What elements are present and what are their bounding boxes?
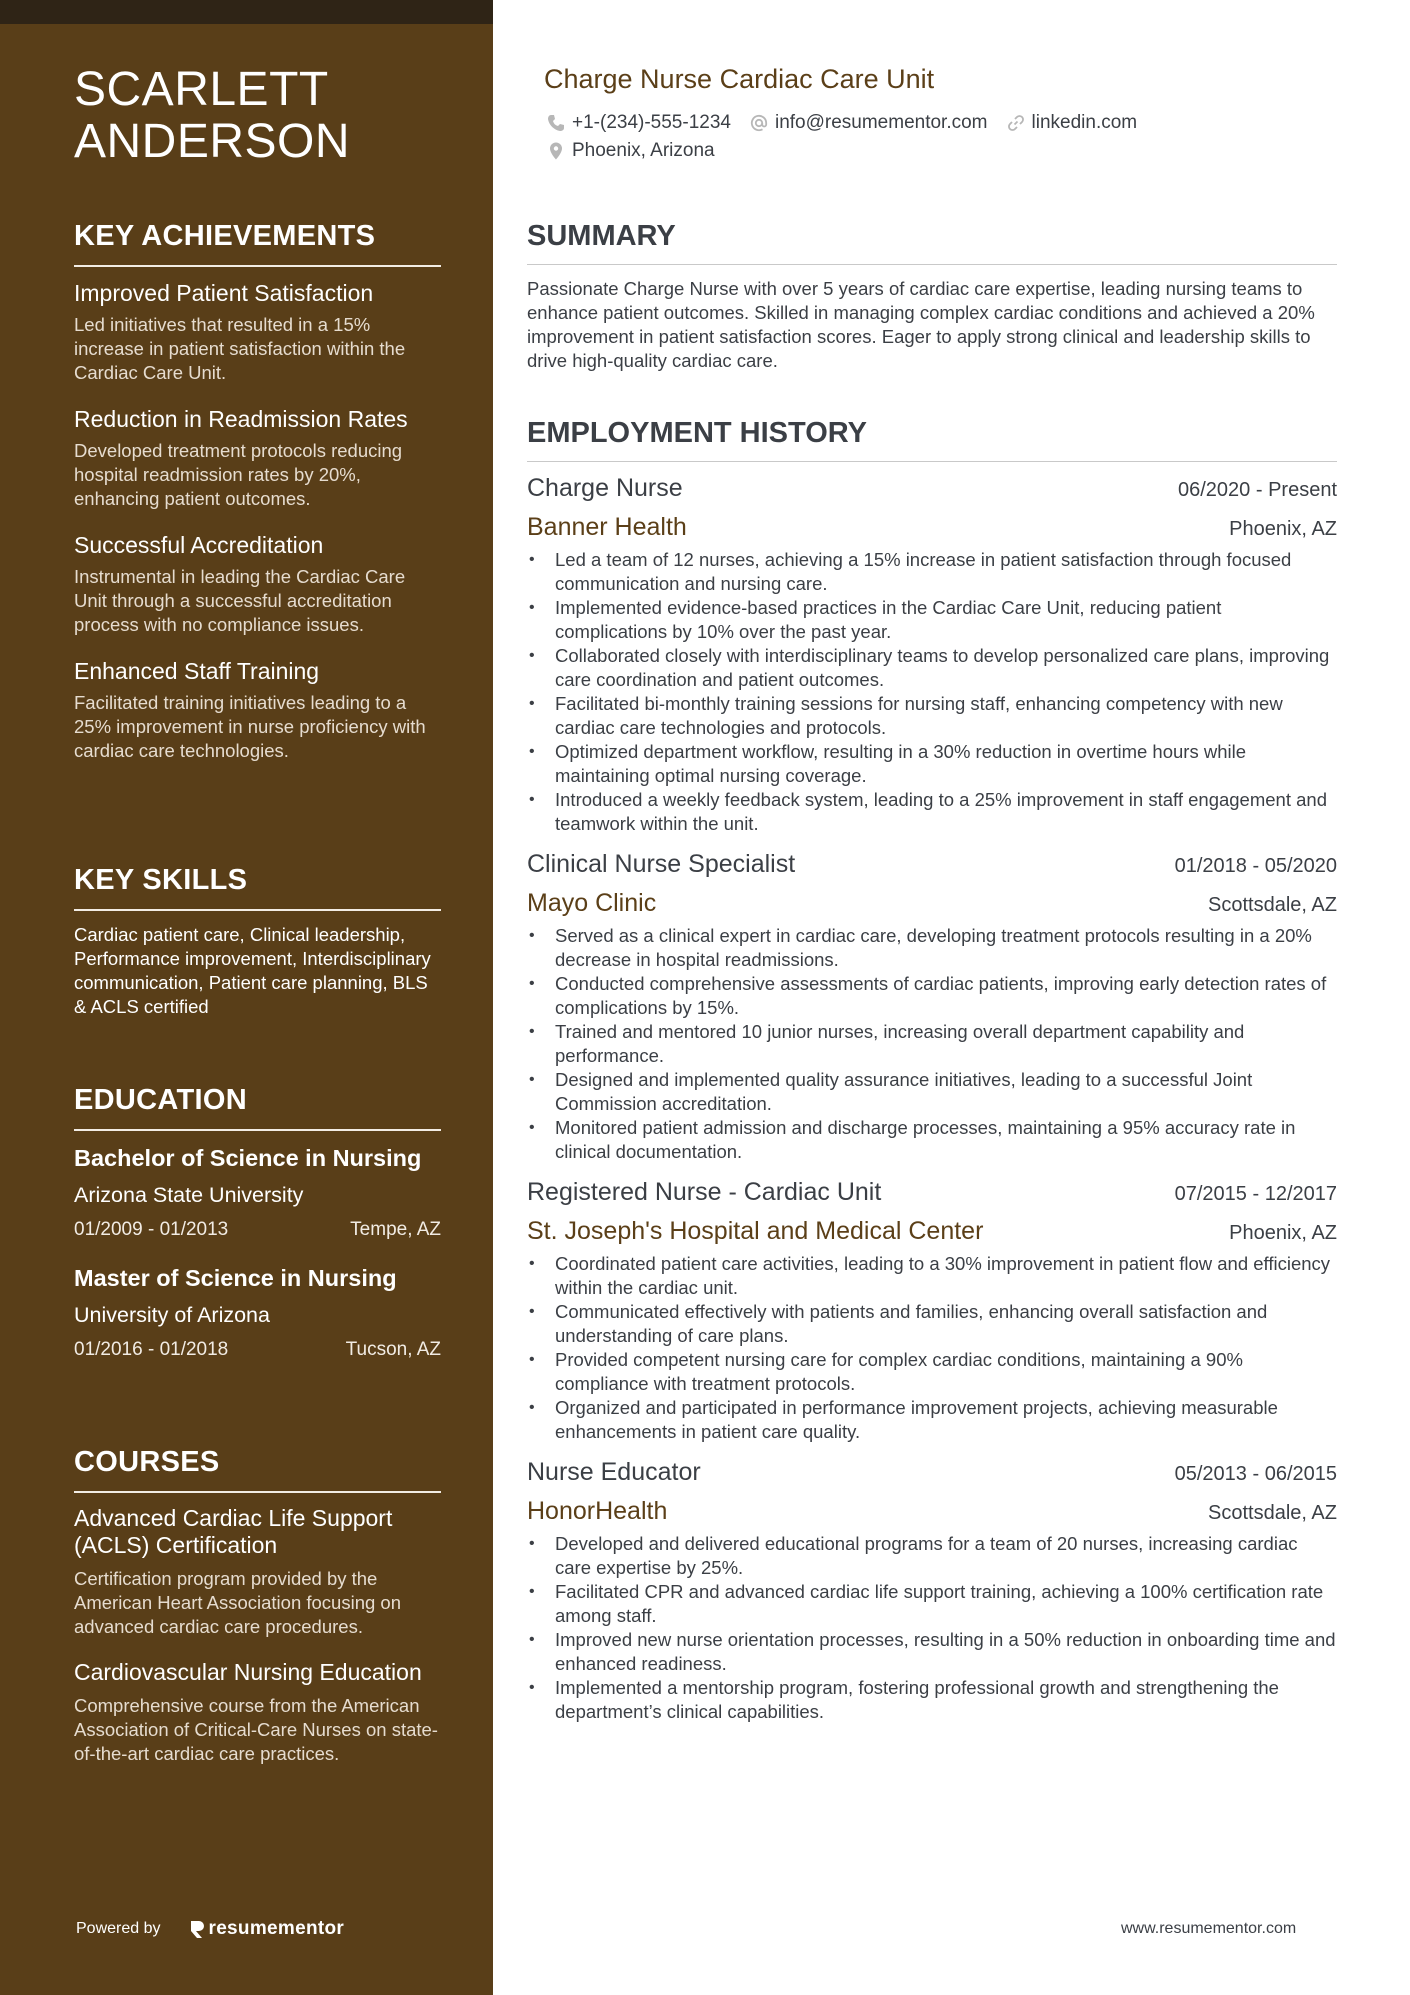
contact-phone[interactable] xyxy=(546,112,731,134)
name-last: ANDERSON xyxy=(74,115,351,168)
education-item xyxy=(74,1263,441,1363)
email-text: info@resumementor.com xyxy=(774,112,988,133)
education-meta xyxy=(74,1217,441,1243)
job-bullets xyxy=(527,1252,1337,1444)
education-location: Tempe, AZ xyxy=(350,1219,441,1240)
phone-text: +1-(234)-555-1234 xyxy=(572,112,731,133)
education-degree: Bachelor of Science in Nursing xyxy=(74,1145,422,1171)
job-bullet: • Facilitated bi-monthly training sessions for nursing staff, enhancing competency with new cardiac care technologies and protocols. xyxy=(527,692,1337,740)
contact-location xyxy=(546,140,715,162)
at-sign-icon xyxy=(749,113,769,133)
job-company: Mayo Clinic xyxy=(527,889,657,917)
job-company: St. Joseph's Hospital and Medical Center xyxy=(527,1217,984,1245)
achievement-desc: Instrumental in leading the Cardiac Care Unit through a successful accreditation process with no compliance issues. xyxy=(74,566,406,635)
job-bullet: • Collaborated closely with interdisciplinary teams to develop personalized care plans, improving care coordination and patient outcomes. xyxy=(527,644,1337,692)
phone-icon xyxy=(546,113,566,133)
achievement-item xyxy=(74,531,441,637)
achievement-desc: Developed treatment protocols reducing hospital readmission rates by 20%, enhancing patient outcomes. xyxy=(74,440,403,509)
courses-heading: COURSES xyxy=(74,1446,441,1493)
education-dates: 01/2009 - 01/2013 xyxy=(74,1219,229,1240)
job-title: Registered Nurse - Cardiac Unit xyxy=(527,1178,882,1206)
job-bullet: • Organized and participated in performance improvement projects, achieving measurable enhancements in patient care quality. xyxy=(527,1396,1337,1444)
contact-email[interactable] xyxy=(749,112,988,134)
education-location: Tucson, AZ xyxy=(345,1339,441,1360)
employment-section xyxy=(527,417,1337,1738)
job-bullet: • Introduced a weekly feedback system, leading to a 25% improvement in staff engagement and teamwork within the unit. xyxy=(527,788,1337,836)
job-bullet: • Served as a clinical expert in cardiac care, developing treatment protocols resulting in a 20% decrease in hospital readmissions. xyxy=(527,924,1337,972)
achievements-section xyxy=(74,220,441,783)
job-company: Banner Health xyxy=(527,513,687,541)
candidate-name xyxy=(74,64,350,168)
course-item xyxy=(74,1659,441,1766)
summary-heading: SUMMARY xyxy=(527,220,1337,265)
employment-heading: EMPLOYMENT HISTORY xyxy=(527,417,1337,462)
summary-section xyxy=(527,220,1337,373)
brand-name: resumementor xyxy=(208,1918,345,1939)
course-item xyxy=(74,1505,441,1639)
education-dates: 01/2016 - 01/2018 xyxy=(74,1339,229,1360)
achievement-item xyxy=(74,279,441,385)
course-desc: Comprehensive course from the American Association of Critical-Care Nurses on state-of-the-art cardiac care practices. xyxy=(74,1695,438,1764)
job-bullets xyxy=(527,1532,1337,1724)
achievement-title: Reduction in Readmission Rates xyxy=(74,406,408,432)
course-title: Advanced Cardiac Life Support (ACLS) Certification xyxy=(74,1505,393,1558)
job-entry xyxy=(527,850,1337,1164)
brand-logo-icon xyxy=(189,1919,205,1939)
skills-section xyxy=(74,864,441,1019)
job-dates: 07/2015 - 12/2017 xyxy=(1174,1183,1337,1205)
education-meta xyxy=(74,1337,441,1363)
job-bullet: • Communicated effectively with patients and families, enhancing overall satisfaction and understanding of care plans. xyxy=(527,1300,1337,1348)
skills-list: Cardiac patient care, Clinical leadership, Performance improvement, Interdisciplinary communication, Patient care planning, BLS & ACLS certified xyxy=(74,924,431,1017)
job-title: Nurse Educator xyxy=(527,1458,701,1486)
achievement-title: Enhanced Staff Training xyxy=(74,658,320,684)
job-location: Phoenix, AZ xyxy=(1229,518,1337,540)
link-icon xyxy=(1006,113,1026,133)
brand-link[interactable] xyxy=(189,1918,345,1940)
job-location: Phoenix, AZ xyxy=(1229,1222,1337,1244)
location-text: Phoenix, Arizona xyxy=(572,140,715,161)
job-title: Clinical Nurse Specialist xyxy=(527,850,796,878)
job-bullets xyxy=(527,924,1337,1164)
sidebar-top-bar xyxy=(0,0,493,24)
job-bullet: • Optimized department workflow, resulting in a 30% reduction in overtime hours while maintaining optimal nursing coverage. xyxy=(527,740,1337,788)
job-target-title: Charge Nurse Cardiac Care Unit xyxy=(544,64,935,94)
education-item xyxy=(74,1143,441,1243)
sidebar xyxy=(0,0,493,1995)
job-bullet: • Implemented evidence-based practices in the Cardiac Care Unit, reducing patient complications by 10% over the past year. xyxy=(527,596,1337,644)
job-bullets xyxy=(527,548,1337,836)
job-dates: 05/2013 - 06/2015 xyxy=(1174,1463,1337,1485)
job-location: Scottsdale, AZ xyxy=(1208,894,1337,916)
job-bullet: • Coordinated patient care activities, leading to a 30% improvement in patient flow and efficiency within the cardiac unit. xyxy=(527,1252,1337,1300)
achievements-heading: KEY ACHIEVEMENTS xyxy=(74,220,441,267)
contact-row xyxy=(546,112,1366,134)
education-school: Arizona State University xyxy=(74,1183,304,1207)
job-bullet: • Led a team of 12 nurses, achieving a 15% increase in patient satisfaction through focused communication and nursing care. xyxy=(527,548,1337,596)
job-dates: 01/2018 - 05/2020 xyxy=(1174,855,1337,877)
job-location: Scottsdale, AZ xyxy=(1208,1502,1337,1524)
powered-by-label: Powered by xyxy=(76,1920,161,1937)
contact-info xyxy=(546,112,1366,168)
education-degree: Master of Science in Nursing xyxy=(74,1265,397,1291)
job-entry xyxy=(527,1178,1337,1444)
contact-row xyxy=(546,140,1366,162)
course-desc: Certification program provided by the American Heart Association focusing on advanced cardiac care procedures. xyxy=(74,1568,402,1637)
achievement-desc: Led initiatives that resulted in a 15% increase in patient satisfaction within the Cardiac Care Unit. xyxy=(74,314,406,383)
job-bullet: • Facilitated CPR and advanced cardiac life support training, achieving a 100% certification rate among staff. xyxy=(527,1580,1337,1628)
contact-linkedin[interactable] xyxy=(1006,112,1138,134)
job-bullet: • Conducted comprehensive assessments of cardiac patients, improving early detection rates of complications by 15%. xyxy=(527,972,1337,1020)
summary-text: Passionate Charge Nurse with over 5 years of cardiac care expertise, leading nursing teams to enhance patient outcomes. Skilled in managing complex cardiac conditions and achieved a 20% improvement in patient satisfaction scores. Eager to apply strong clinical and leadership skills to drive high-quality cardiac care. xyxy=(527,278,1315,371)
education-section xyxy=(74,1084,441,1383)
courses-section xyxy=(74,1446,441,1786)
course-title: Cardiovascular Nursing Education xyxy=(74,1659,422,1685)
achievement-title: Improved Patient Satisfaction xyxy=(74,280,374,306)
powered-by xyxy=(76,1918,344,1940)
achievement-title: Successful Accreditation xyxy=(74,532,324,558)
job-entry xyxy=(527,1458,1337,1724)
job-bullet: • Provided competent nursing care for complex cardiac conditions, maintaining a 90% compliance with treatment protocols. xyxy=(527,1348,1337,1396)
skills-heading: KEY SKILLS xyxy=(74,864,441,911)
achievement-desc: Facilitated training initiatives leading to a 25% improvement in nurse proficiency with cardiac care technologies. xyxy=(74,692,426,761)
job-company: HonorHealth xyxy=(527,1497,668,1525)
job-dates: 06/2020 - Present xyxy=(1178,479,1337,501)
job-entry xyxy=(527,474,1337,836)
job-bullet: • Monitored patient admission and discharge processes, maintaining a 95% accuracy rate in clinical documentation. xyxy=(527,1116,1337,1164)
job-bullet: • Trained and mentored 10 junior nurses, increasing overall department capability and performance. xyxy=(527,1020,1337,1068)
achievement-item xyxy=(74,657,441,763)
main-content xyxy=(493,0,1410,1995)
job-bullet: • Developed and delivered educational programs for a team of 20 nurses, increasing cardiac care expertise by 25%. xyxy=(527,1532,1337,1580)
name-first: SCARLETT xyxy=(74,63,329,116)
job-title: Charge Nurse xyxy=(527,474,683,502)
achievement-item xyxy=(74,405,441,511)
linkedin-text: linkedin.com xyxy=(1031,112,1138,133)
website-link[interactable]: www.resumementor.com xyxy=(1121,1920,1297,1937)
job-bullet: • Implemented a mentorship program, fostering professional growth and strengthening the department’s clinical capabilities. xyxy=(527,1676,1337,1724)
location-pin-icon xyxy=(546,141,566,161)
job-bullet: • Designed and implemented quality assurance initiatives, leading to a successful Joint Commission accreditation. xyxy=(527,1068,1337,1116)
education-school: University of Arizona xyxy=(74,1303,270,1327)
education-heading: EDUCATION xyxy=(74,1084,441,1131)
job-bullet: • Improved new nurse orientation processes, resulting in a 50% reduction in onboarding time and enhanced readiness. xyxy=(527,1628,1337,1676)
